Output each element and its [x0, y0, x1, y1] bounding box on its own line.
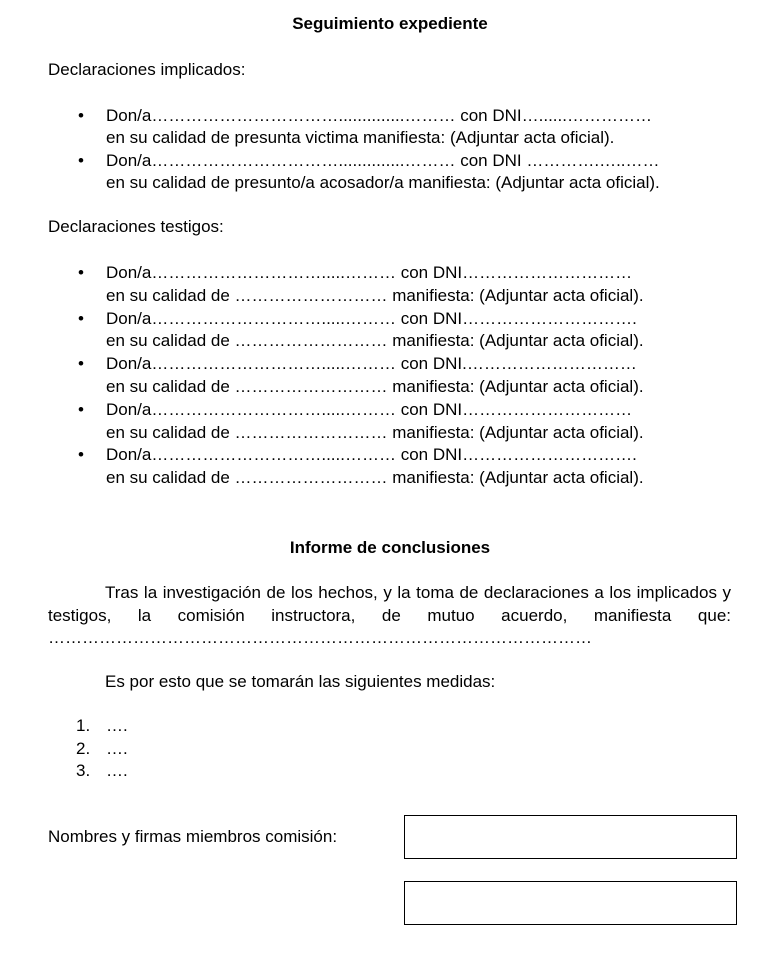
list-text: ….: [106, 716, 128, 735]
conclusions-heading: Informe de conclusiones: [289, 538, 491, 557]
bullet-icon: •: [78, 263, 84, 282]
bullet-icon: •: [78, 400, 84, 419]
bullet-icon: •: [78, 309, 84, 328]
implicados-heading: Declaraciones implicados:: [48, 60, 246, 79]
declaration-role-line: en su calidad de ……………………… manifiesta: (Adjuntar acta oficial).: [106, 286, 644, 305]
declaration-name-line: Don/a……………………………..............……… con DNI ………….…..……: [106, 151, 660, 170]
declaration-role-line: en su calidad de presunta victima manifiesta: (Adjuntar acta oficial).: [106, 128, 615, 147]
list-number: 3.: [76, 761, 91, 780]
declaration-name-line: Don/a………………………….....……… con DNI…………………………: [106, 263, 633, 282]
signature-box-2[interactable]: [404, 881, 737, 925]
bullet-icon: •: [78, 445, 84, 464]
declaration-role-line: en su calidad de ……………………… manifiesta: (Adjuntar acta oficial).: [106, 423, 644, 442]
conclusions-paragraph: Tras la investigación de los hechos, y la toma de declaraciones a los implicados y testigos, la comisión instructora, de mutuo acuerdo, manifiesta que: ……………………………………………………………………………………: [48, 583, 731, 647]
list-number: 1.: [76, 716, 91, 735]
list-text: ….: [106, 739, 128, 758]
measures-intro: Es por esto que se tomarán las siguientes medidas:: [105, 672, 496, 691]
declaration-role-line: en su calidad de ……………………… manifiesta: (Adjuntar acta oficial).: [106, 468, 644, 487]
declaration-name-line: Don/a………………………….....……… con DNI.…………………………: [106, 354, 637, 373]
declaration-name-line: Don/a……………………………..............……… con DNI…......……………: [106, 106, 652, 125]
list-number: 2.: [76, 739, 91, 758]
declaration-role-line: en su calidad de ……………………… manifiesta: (Adjuntar acta oficial).: [106, 377, 644, 396]
bullet-icon: •: [78, 354, 84, 373]
signature-box-1[interactable]: [404, 815, 737, 859]
declaration-name-line: Don/a………………………….....……… con DNI………………………….: [106, 445, 637, 464]
testigos-heading: Declaraciones testigos:: [48, 217, 224, 236]
declaration-role-line: en su calidad de presunto/a acosador/a manifiesta: (Adjuntar acta oficial).: [106, 173, 660, 192]
document-title: Seguimiento expediente: [292, 14, 488, 33]
signatures-label: Nombres y firmas miembros comisión:: [48, 827, 338, 846]
declaration-name-line: Don/a………………………….....……… con DNI………………………….: [106, 309, 637, 328]
bullet-icon: •: [78, 106, 84, 125]
declaration-name-line: Don/a………………………….....……… con DNI…………………………: [106, 400, 633, 419]
list-text: ….: [106, 761, 128, 780]
bullet-icon: •: [78, 151, 84, 170]
declaration-role-line: en su calidad de ……………………… manifiesta: (Adjuntar acta oficial).: [106, 331, 644, 350]
